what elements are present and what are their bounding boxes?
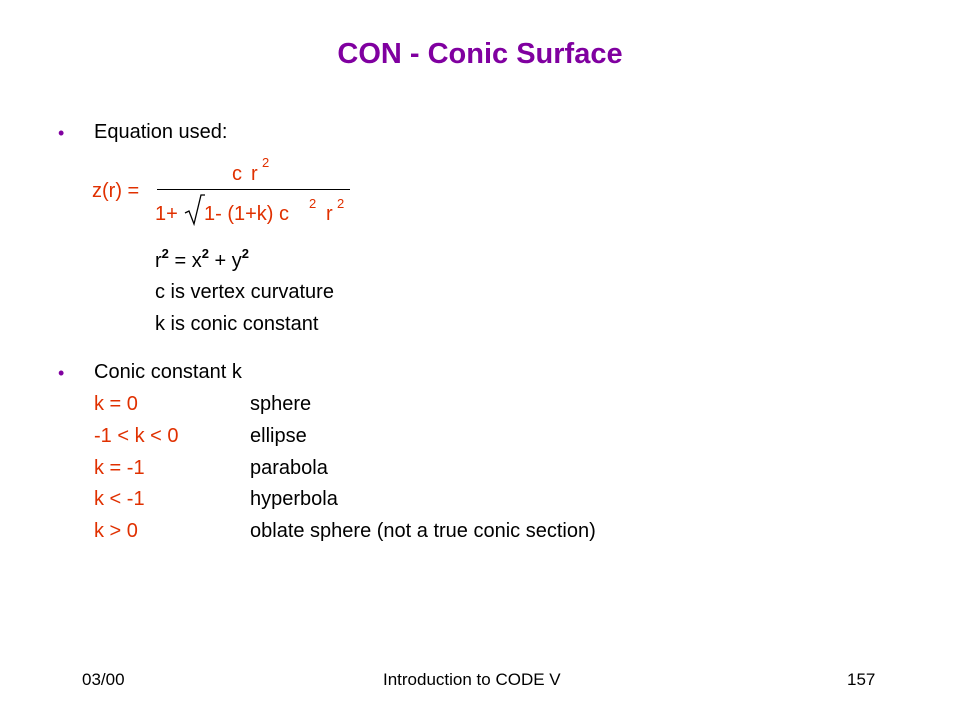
conic-row-desc: parabola: [250, 457, 328, 479]
formula-denominator-1plus: 1+: [155, 203, 178, 225]
conic-row-desc: ellipse: [250, 425, 307, 447]
plus-y: + y: [208, 250, 242, 272]
y-exponent: 2: [241, 246, 249, 261]
formula-denominator-inner: 1- (1+k) c: [204, 203, 290, 225]
formula-denominator-r: r: [326, 203, 333, 225]
footer-date: 03/00: [82, 670, 125, 689]
fraction-bar: [157, 189, 350, 190]
formula-lhs: z(r) =: [92, 180, 140, 202]
footer-page-number: 157: [847, 670, 876, 689]
conic-row-cond: -1 < k < 0: [94, 425, 179, 447]
slide-title: CON - Conic Surface: [337, 38, 623, 70]
conic-row-desc: oblate sphere (not a true conic section): [250, 520, 596, 542]
bullet-marker: •: [58, 123, 65, 143]
definition-c: c is vertex curvature: [155, 281, 334, 303]
formula-denominator-c-exponent: 2: [309, 196, 317, 211]
formula-numerator-r: r: [251, 163, 258, 185]
conic-row-cond: k = -1: [94, 457, 145, 479]
conic-row-cond: k > 0: [94, 520, 138, 542]
conic-row-cond: k < -1: [94, 488, 145, 510]
equals-x: = x: [168, 250, 202, 272]
bullet-marker: •: [58, 363, 65, 383]
x-exponent: 2: [201, 246, 209, 261]
r-symbol: r: [155, 250, 162, 272]
conic-row-desc: sphere: [250, 393, 312, 415]
bullet-text-conic-constant: Conic constant k: [94, 361, 242, 383]
formula-numerator-c: c: [232, 163, 242, 185]
footer-course: Introduction to CODE V: [383, 670, 561, 689]
r-exponent: 2: [161, 246, 169, 261]
bullet-text-equation: Equation used:: [94, 121, 228, 143]
sqrt-radical-icon: [184, 192, 206, 228]
definition-k: k is conic constant: [155, 313, 319, 335]
conic-row-cond: k = 0: [94, 393, 138, 415]
definition-r-squared: [155, 246, 249, 273]
conic-row-desc: hyperbola: [250, 488, 338, 510]
formula-denominator-r-exponent: 2: [337, 196, 345, 211]
formula-numerator-exponent: 2: [262, 155, 270, 170]
